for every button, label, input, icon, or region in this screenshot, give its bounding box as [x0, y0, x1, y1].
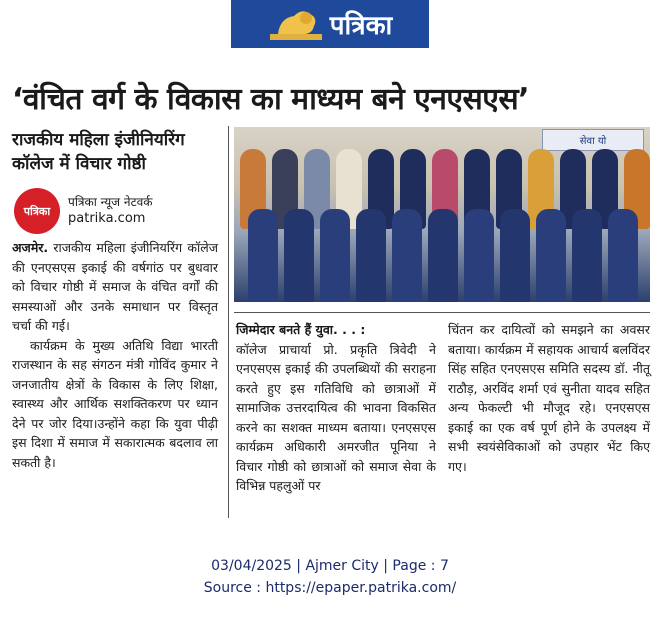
- column-2-text: कॉलेज प्राचार्या प्रो. प्रकृति त्रिवेदी ने एनएसएस इकाई की उपलब्धियों की सराहना करते हुए इस गतिविधि को छात्राओं में सामाजिक उत्तरदायित्व की भावना विकसित करने का सशक्त माध्यम बताया। एनएसएस कार्यक्रम अधिकारी अमरजीत पूनिया ने विचार गोष्ठी को छात्राओं को समाज सेवा के विभिन्न पहलुओं पर: [236, 341, 436, 493]
- article-subhead: राजकीय महिला इंजीनियरिंग कॉलेज में विचार गोष्ठी: [12, 130, 185, 174]
- article-headline: ‘वंचित वर्ग के विकास का माध्यम बने एनएसएस’: [12, 82, 530, 117]
- article-photo: [234, 127, 650, 302]
- paragraph-1: राजकीय महिला इंजीनियरिंग कॉलेज की एनएसएस इकाई की वर्षगांठ पर बुधवार को विचार गोष्ठी में समाज के वंचित वर्गों की समस्याओं और उनके समाधान पर विस्तृत चर्चा की गई।: [12, 240, 218, 333]
- byline: [14, 188, 153, 234]
- footer-date-page: 03/04/2025 | Ajmer City | Page : 7: [211, 558, 449, 574]
- byline-agency: पत्रिका न्यूज नेटवर्क: [68, 195, 153, 209]
- article-column-2: [236, 320, 436, 496]
- masthead: [231, 0, 429, 48]
- section-subhead: जिम्मेदार बनते हैं युवा. . . :: [236, 322, 366, 337]
- byline-site: patrika.com: [68, 211, 146, 226]
- column-divider: [228, 126, 229, 518]
- masthead-brand: पत्रिका: [329, 11, 393, 41]
- article-column-1: [12, 238, 218, 472]
- photo-front-row: [248, 209, 638, 302]
- lion-logo-icon: [268, 4, 324, 44]
- article-column-3: [448, 320, 650, 476]
- photo-banner: सेवा यो: [542, 129, 644, 151]
- dateline: अजमेर.: [12, 240, 49, 255]
- patrika-logo: पत्रिका: [14, 188, 60, 234]
- column-3-text: चिंतन कर दायित्वों को समझने का अवसर बताया। कार्यक्रम में सहायक आचार्य बलविंदर सिंह सहित एनएसएस समिति सदस्य डॉ. नीतू राठौड़, अरविंद शर्मा एवं सुनीता यादव सहित अन्य फेकल्टी भी मौजूद रहे। एनएसएस इकाई का एक वर्ष पूर्ण होने के उपलक्ष्य में सभी स्वयंसेविकाओं को उपहार भेंट किए गए।: [448, 322, 650, 474]
- paragraph-2: कार्यक्रम के मुख्य अतिथि विद्या भारती राजस्थान के सह संगठन मंत्री गोविंद कुमार ने जनजातीय क्षेत्रों के विकास के लिए शिक्षा, स्वास्थ्य और आर्थिक सशक्तिकरण पर ध्यान देने पर जोर दिया।उन्होंने कहा कि युवा पीढ़ी इस दिशा में समाज में सकारात्मक बदलाव ला सकती है।: [12, 337, 218, 470]
- footer-source: Source : https://epaper.patrika.com/: [203, 580, 457, 596]
- section-rule: [234, 312, 650, 313]
